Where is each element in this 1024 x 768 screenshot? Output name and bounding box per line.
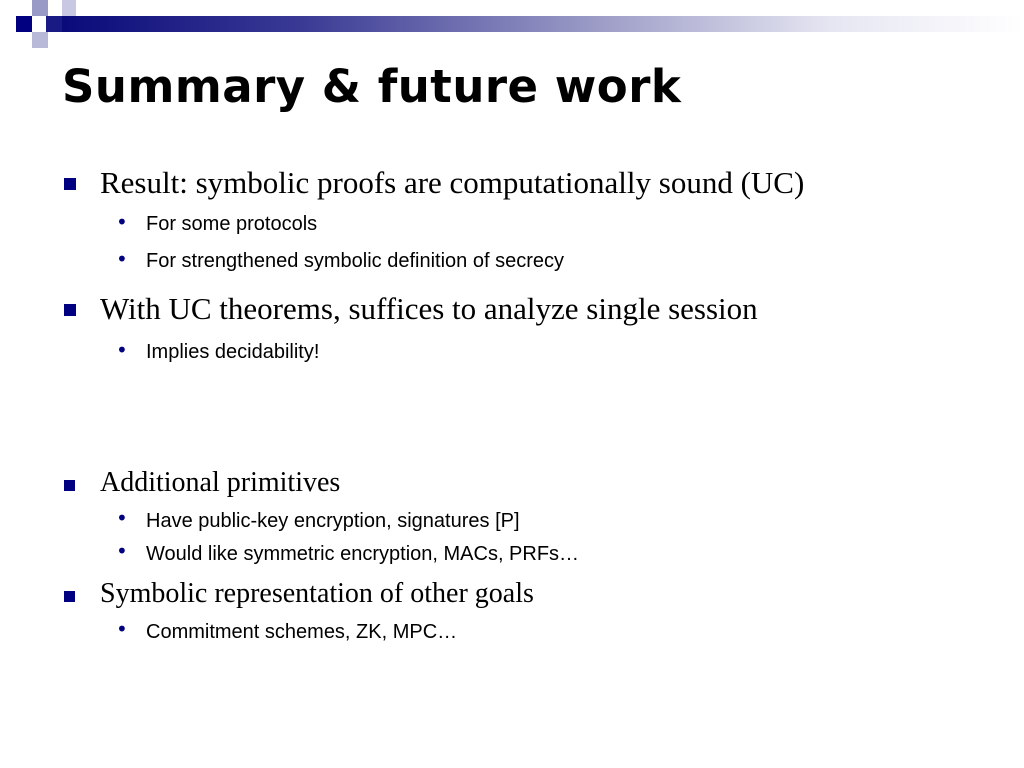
bullet-4: Symbolic representation of other goals <box>100 578 534 609</box>
dot-bullet-icon: • <box>116 539 128 563</box>
header-square-2 <box>32 0 48 16</box>
header-gradient-bar <box>62 16 1024 32</box>
bullet-1: Result: symbolic proofs are computationally sound (UC) <box>100 165 805 200</box>
dot-bullet-icon: • <box>116 506 128 530</box>
bullet-3: Additional primitives <box>100 467 341 498</box>
dot-bullet-icon: • <box>116 210 128 234</box>
dot-bullet-icon: • <box>116 338 128 362</box>
dot-bullet-icon: • <box>116 247 128 271</box>
sub-bullet-4-1: Commitment schemes, ZK, MPC… <box>146 621 458 643</box>
square-bullet-icon <box>64 304 76 316</box>
square-bullet-icon <box>64 480 75 491</box>
sub-bullet-3-2: Would like symmetric encryption, MACs, PRFs… <box>146 543 580 565</box>
slide-title: Summary & future work <box>62 60 682 113</box>
square-bullet-icon <box>64 178 76 190</box>
header-square-1 <box>16 16 32 32</box>
sub-bullet-1-1: For some protocols <box>146 213 318 235</box>
sub-bullet-3-1: Have public-key encryption, signatures [P] <box>146 510 520 532</box>
header-square-5 <box>62 0 76 16</box>
header-square-3 <box>46 16 62 32</box>
bullet-2: With UC theorems, suffices to analyze single session <box>100 291 758 326</box>
sub-bullet-2-1: Implies decidability! <box>146 341 320 363</box>
square-bullet-icon <box>64 591 75 602</box>
dot-bullet-icon: • <box>116 617 128 641</box>
header-square-4 <box>32 32 48 48</box>
sub-bullet-1-2: For strengthened symbolic definition of secrecy <box>146 250 564 272</box>
